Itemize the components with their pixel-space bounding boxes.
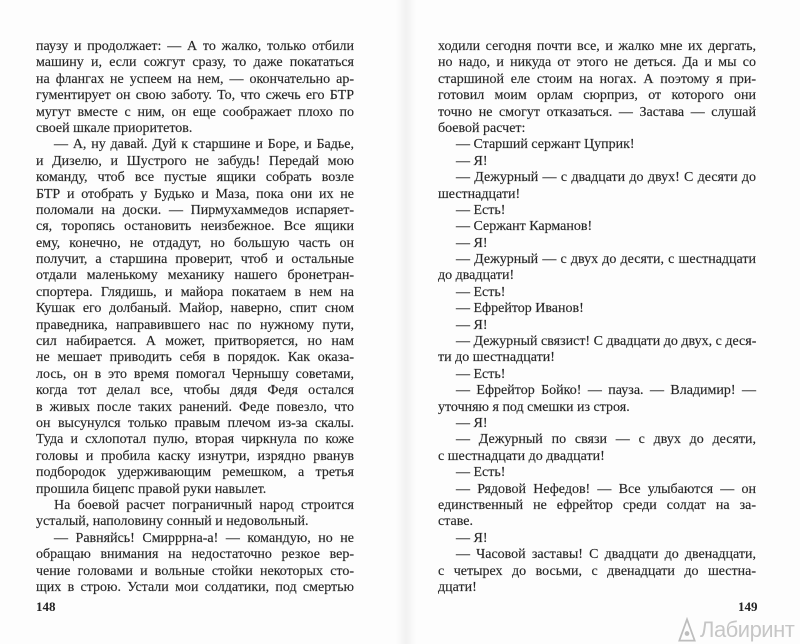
text-line: — Равняйсь! Смирррна-а! — командую, но не bbox=[54, 530, 354, 546]
text-line: обращаю внимания на недостаточно резкое вер- bbox=[36, 547, 354, 563]
text-line: — Сержант Карманов! bbox=[456, 219, 593, 235]
text-line: — Я! bbox=[456, 530, 488, 546]
text-line: лось, он в это время помогал Чернышу советами, bbox=[36, 366, 354, 382]
text-line: — Я! bbox=[456, 415, 488, 431]
text-line: — Есть! bbox=[456, 366, 506, 382]
text-line: — Старший сержант Цуприк! bbox=[456, 137, 635, 153]
text-line: ти до шестнадцати! bbox=[438, 350, 555, 366]
text-line: — Дежурный связист! С двадцати до двух, с деся- bbox=[456, 334, 757, 350]
text-line: — Есть! bbox=[456, 465, 506, 481]
text-line: в живых после таких ранений. Феде повезло, что bbox=[36, 399, 354, 415]
watermark-text: Лабиринт bbox=[700, 617, 795, 642]
text-line: — Я! bbox=[456, 235, 488, 251]
text-line: отдали маленькому механику нашего бронетран- bbox=[36, 268, 354, 284]
text-line: ему, конечно, не отдадут, но большую часть он bbox=[36, 235, 354, 251]
text-line: усталый, наполовину сонный и недовольный. bbox=[36, 514, 309, 530]
text-line: головы и пробила каску изнутри, изрядно рванув bbox=[36, 448, 354, 464]
text-line: не мешает приводить себя в порядок. Как оказа- bbox=[36, 350, 354, 366]
text-line: прошила бицепс правой руки навылет. bbox=[36, 481, 267, 497]
text-line: получит, а старшина проверит, чтоб и остальные bbox=[36, 252, 354, 268]
text-line: шестнадцати! bbox=[438, 186, 521, 202]
text-line: уточняю я под смешки из строя. bbox=[438, 399, 630, 415]
text-line: — Есть! bbox=[456, 284, 506, 300]
page-number-left: 148 bbox=[36, 599, 56, 614]
text-line: Кушак его долбаный. Майор, наверно, спит сном bbox=[36, 301, 354, 317]
text-line: с шестнадцати до двадцати! bbox=[438, 448, 605, 464]
text-line: — Часовой заставы! С двадцати до двенадцати, bbox=[456, 547, 756, 563]
text-line: и Дизелю, и Шустрого не забудь! Передай мою bbox=[36, 153, 354, 169]
text-line: старшиной еле стоим на ногах. А поэтому я при- bbox=[438, 71, 756, 87]
text-line: — Я! bbox=[456, 153, 488, 169]
text-line: — Дежурный — с двадцати до двух! С десяти до bbox=[456, 170, 756, 186]
right-page-text bbox=[438, 39, 756, 596]
text-line: — Дежурный по связи — с двух до десяти, bbox=[456, 432, 756, 448]
labirint-watermark bbox=[676, 617, 798, 643]
text-line: ходили сегодня почти все, и жалко мне их дергать, bbox=[438, 39, 756, 54]
text-line: ставе. bbox=[438, 514, 473, 530]
text-line: дцати! bbox=[438, 579, 477, 595]
text-line: чение головами и вольные стойки некоторых сто- bbox=[36, 563, 354, 579]
text-line: точно не смогут отказаться. — Застава — слушай bbox=[438, 104, 756, 120]
text-line: но надо, и никуда от этого не деться. Да и мы со bbox=[438, 55, 756, 71]
text-line: готовил моим орлам сюрприз, от которого они bbox=[438, 88, 756, 104]
labirint-logo-icon bbox=[676, 617, 698, 643]
text-line: машину и, если сожгут сразу, то даже покататься bbox=[36, 55, 354, 71]
text-line: он высунулся только правым плечом из-за скалы. bbox=[36, 415, 354, 431]
text-line: — А, ну давай. Дуй к старшине и Боре, и Бадье, bbox=[54, 137, 354, 153]
text-line: На боевой расчет пограничный народ строится bbox=[54, 497, 354, 513]
text-line: когда тот делал все, чтобы дядя Федя остался bbox=[36, 383, 354, 399]
text-line: БТР и отобрать у Будько и Маза, пока они их не bbox=[36, 186, 354, 202]
text-line: ся, торопясь остановить неизбежное. Все ящики bbox=[36, 219, 354, 235]
text-line: сил набирается. А может, притворяется, но нам bbox=[36, 334, 354, 350]
text-line: праведника, направившего нас по нужному пути, bbox=[36, 317, 354, 333]
text-line: команду, чтоб все пустые ящики собрать возле bbox=[36, 170, 354, 186]
text-line: гументирует он свою заботу. То, что сжечь его БТР bbox=[36, 88, 354, 104]
page-number-right: 149 bbox=[738, 599, 758, 614]
text-line: поломали на доски. — Пирмухаммедов испаряет- bbox=[36, 202, 354, 218]
text-line: спортера. Глядишь, и майора покатаем в нем на bbox=[36, 284, 354, 300]
text-line: паузу и продолжает: — А то жалко, только отбили bbox=[36, 39, 354, 54]
text-line: — Рядовой Нефедов! — Все улыбаются — он bbox=[456, 481, 756, 497]
text-line: щих в строю. Устали мои солдатики, под смертью bbox=[36, 579, 354, 595]
text-line: — Ефрейтор Бойко! — пауза. — Владимир! — bbox=[456, 383, 756, 399]
text-line: — Дежурный — с двух до десяти, с шестнадцати bbox=[456, 252, 756, 268]
left-page-text bbox=[36, 39, 354, 596]
text-line: подбородок удерживающим ремешком, а третья bbox=[36, 465, 354, 481]
book-gutter bbox=[396, 0, 416, 644]
text-line: мугут вместе с ним, он еще соображает плохо по bbox=[36, 104, 354, 120]
text-line: — Есть! bbox=[456, 202, 506, 218]
text-line: с четырех до восьми, с двенадцати до шестна- bbox=[438, 563, 756, 579]
text-line: своей шкале приоритетов. bbox=[36, 120, 193, 136]
text-line: — Ефрейтор Иванов! bbox=[456, 301, 584, 317]
text-line: на флангах не успеем на нем, — окончательно ар- bbox=[36, 71, 354, 87]
text-line: до двадцати! bbox=[438, 268, 515, 284]
text-line: Туда и схлопотал пулю, вторая чиркнула по коже bbox=[36, 432, 354, 448]
text-line: боевой расчет: bbox=[438, 120, 526, 136]
text-line: — Я! bbox=[456, 317, 488, 333]
text-line: единственный не ефрейтор среди солдат на за- bbox=[438, 497, 756, 513]
